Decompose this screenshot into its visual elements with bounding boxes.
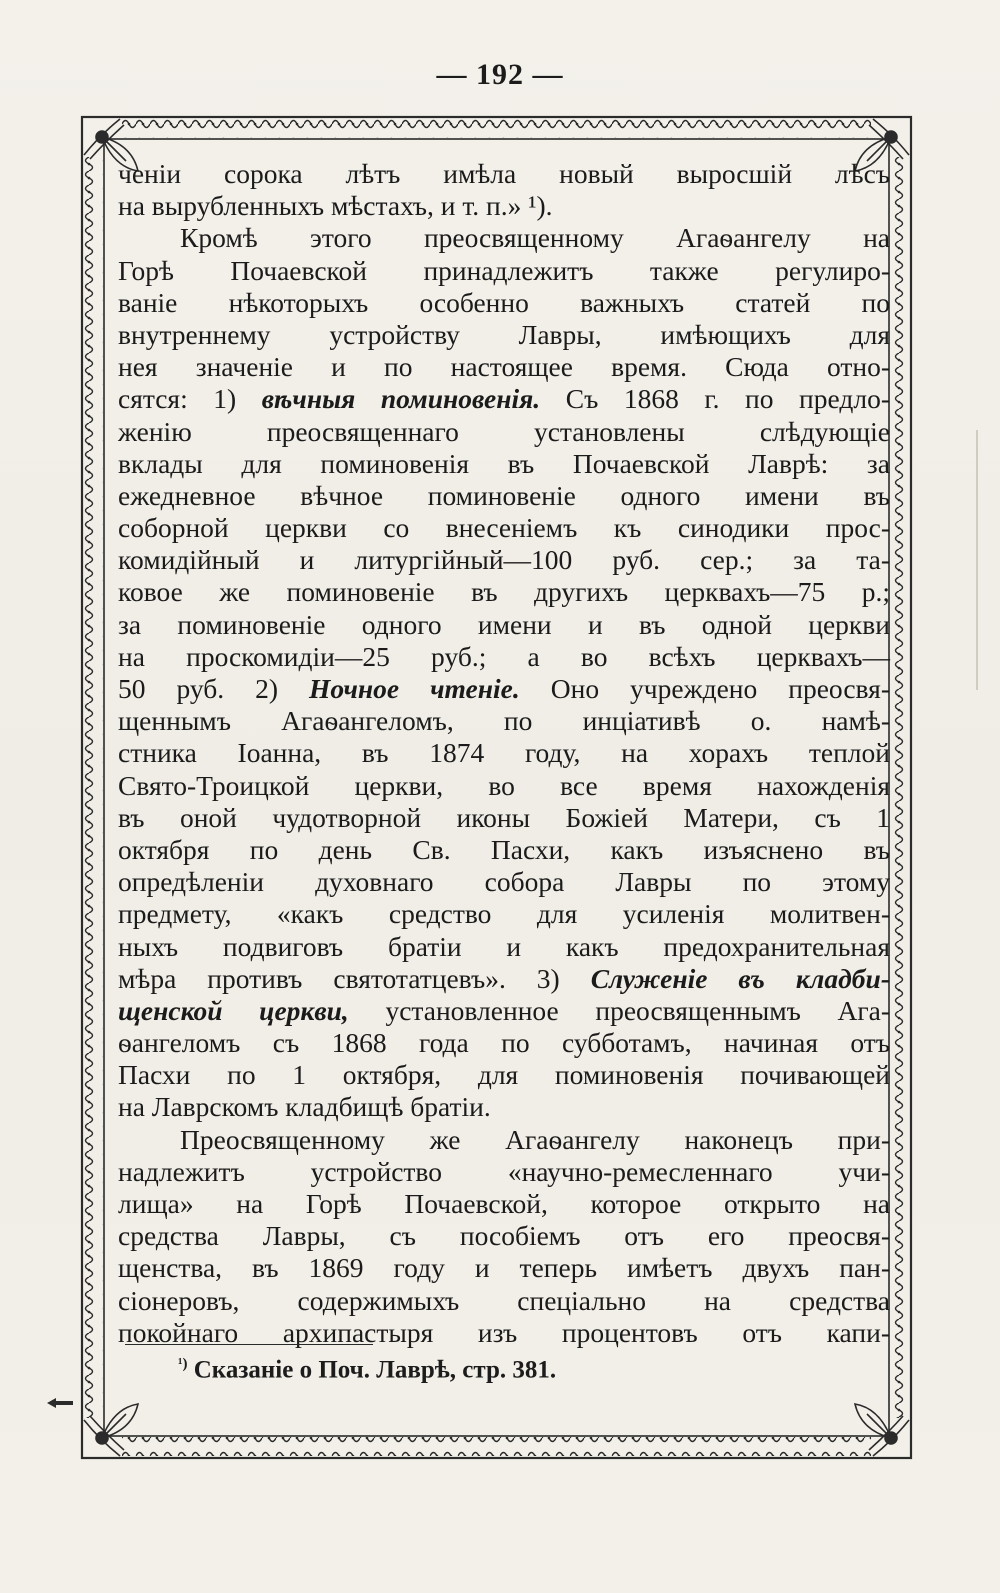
- text-line: [118, 737, 890, 769]
- text-run: Преосвященному же Агаѳангелу наконецъ при-: [180, 1123, 890, 1155]
- text-run: стника Іоанна, въ 1874 году, на хорахъ теплой: [118, 737, 890, 769]
- text-line: [118, 1285, 890, 1317]
- text-run: 50 руб. 2): [118, 673, 310, 704]
- text-line: [118, 319, 890, 351]
- text-line: [118, 931, 890, 963]
- text-run: на Лаврскомъ кладбищѣ братіи.: [118, 1091, 491, 1123]
- text-line: [118, 898, 890, 930]
- text-line: [118, 866, 890, 898]
- text-run: покойнаго архипастыря изъ процентовъ отъ капи-: [118, 1316, 890, 1348]
- text-line: [118, 705, 890, 737]
- text-line: [118, 673, 890, 705]
- text-run: ченіи сорока лѣтъ имѣла новый выросшій лѣсъ: [118, 158, 890, 189]
- text-run: щеннымъ Агаѳангеломъ, по инціативѣ о. намѣ-: [118, 705, 890, 737]
- text-line: [118, 995, 890, 1027]
- text-run: нея значеніе и по настоящее время. Сюда отно-: [118, 351, 890, 383]
- text-line: [118, 255, 890, 287]
- footnote: [178, 1356, 556, 1384]
- text-run: ежедневное вѣчное поминовеніе одного имени въ: [118, 479, 890, 511]
- text-run: Свято-Троицкой церкви, во все время нахожденія: [118, 769, 890, 801]
- text-run: щенства, въ 1869 году и теперь имѣетъ двухъ пан-: [118, 1252, 890, 1284]
- emphasis-text: Служеніе въ кладби-: [590, 962, 890, 994]
- text-run: средства Лавры, съ пособіемъ отъ его преосвя-: [118, 1220, 890, 1252]
- text-run: внутреннему устройству Лавры, имѣющихъ для: [118, 318, 890, 350]
- text-run: Съ 1868 г. по предло-: [540, 383, 890, 415]
- text-run: на вырубленныхъ мѣстахъ, и т. п.» ¹).: [118, 190, 553, 222]
- text-run: вклады для поминовенія въ Почаевской Лаврѣ: за: [118, 447, 890, 479]
- text-line: [118, 158, 890, 190]
- text-run: октября по день Св. Пасхи, какъ изъяснено въ: [118, 833, 890, 865]
- text-line: [118, 1220, 890, 1252]
- text-line: [118, 770, 890, 802]
- text-run: Горѣ Почаевской принадлежитъ также регулиро-: [118, 254, 890, 286]
- page-edge-shadow: [976, 430, 978, 690]
- text-run: ныхъ подвиговъ братіи и какъ предохранительная: [118, 930, 890, 962]
- footnote-rule: [125, 1344, 373, 1345]
- text-run: надлежитъ устройство «научно-ремесленнаго учи-: [118, 1155, 890, 1187]
- text-line: [118, 963, 890, 995]
- text-line: [118, 576, 890, 608]
- text-run: ваніе нѣкоторыхъ особенно важныхъ статей по: [118, 286, 890, 318]
- text-run: Оно учреждено преосвя-: [519, 673, 890, 704]
- text-line: [118, 287, 890, 319]
- text-line: [118, 1059, 890, 1091]
- text-run: въ оной чудотворной иконы Божіей Матери, съ 1: [118, 801, 890, 833]
- emphasis-text: вѣчныя поминовенія.: [261, 383, 541, 415]
- printers-mark-icon: [46, 1396, 74, 1410]
- text-line: [118, 544, 890, 576]
- text-run: сіонеровъ, содержимыхъ спеціально на средства: [118, 1284, 890, 1316]
- text-line: [118, 1124, 890, 1156]
- text-run: сятся: 1): [118, 383, 262, 415]
- page-number: — 192 —: [436, 58, 564, 91]
- text-line: [118, 222, 890, 254]
- text-run: установленное преосвященнымъ Ага-: [348, 994, 890, 1026]
- text-run: комидійный и литургійный—100 руб. сер.; за та-: [118, 544, 890, 576]
- text-run: за поминовеніе одного имени и въ одной церкви: [118, 608, 890, 640]
- text-line: [118, 641, 890, 673]
- text-line: [118, 416, 890, 448]
- text-line: [118, 1252, 890, 1284]
- text-run: опредѣленіи духовнаго собора Лавры по этому: [118, 866, 890, 898]
- text-line: [118, 1091, 890, 1123]
- footnote-marker: ¹): [178, 1356, 188, 1372]
- text-line: [118, 383, 890, 415]
- text-line: [118, 351, 890, 383]
- text-run: предмету, «какъ средство для усиленія молитвен-: [118, 898, 890, 930]
- text-run: ѳангеломъ съ 1868 года по субботамъ, начиная отъ: [118, 1027, 890, 1059]
- text-line: [118, 512, 890, 544]
- text-line: [118, 834, 890, 866]
- text-line: [118, 609, 890, 641]
- text-line: [118, 190, 890, 222]
- text-line: [118, 480, 890, 512]
- text-line: [118, 1027, 890, 1059]
- text-run: лища» на Горѣ Почаевской, которое открыто на: [118, 1188, 890, 1219]
- text-run: Кромѣ этого преосвященному Агаѳангелу на: [180, 222, 890, 254]
- emphasis-text: Ночное чтеніе.: [309, 673, 520, 704]
- body-text: [118, 158, 890, 1349]
- text-line: [118, 1188, 890, 1220]
- text-run: женію преосвященнаго установлены слѣдующіе: [118, 415, 890, 447]
- text-run: на проскомидіи—25 руб.; а во всѣхъ церквахъ—: [118, 640, 890, 672]
- text-line: [118, 802, 890, 834]
- text-line: [118, 1156, 890, 1188]
- text-line: [118, 448, 890, 480]
- text-run: ковое же поминовеніе въ другихъ церквахъ—75 р.;: [118, 576, 890, 608]
- text-run: мѣра противъ святотатцевъ». 3): [118, 962, 591, 994]
- text-run: соборной церкви со внесеніемъ къ синодики прос-: [118, 512, 890, 544]
- emphasis-text: щенской церкви,: [118, 994, 349, 1026]
- text-run: Пасхи по 1 октября, для поминовенія почивающей: [118, 1059, 890, 1091]
- footnote-text: Сказаніе о Поч. Лаврѣ, стр. 381.: [193, 1356, 557, 1384]
